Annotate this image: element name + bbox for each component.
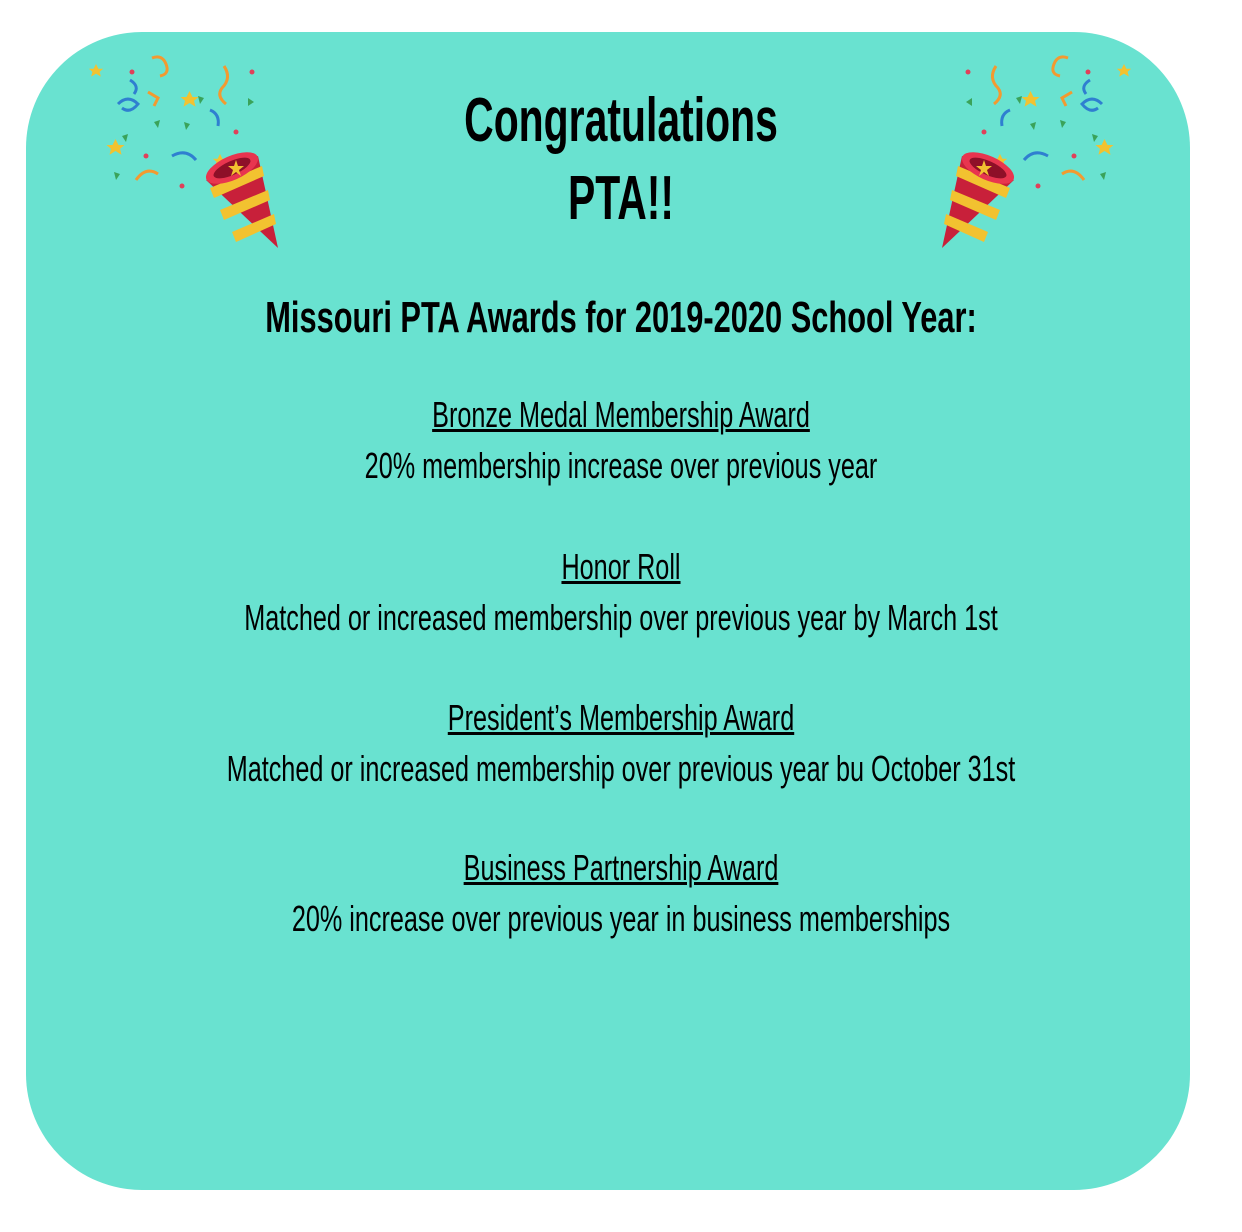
- award-name-presidents-membership: President’s Membership Award: [447, 697, 795, 738]
- heading-line-1: Congratulations: [464, 86, 778, 155]
- heading-line-2: PTA!!: [567, 164, 675, 233]
- award-description-bronze-medal: 20% membership increase over previous year: [364, 445, 878, 486]
- award-name-honor-roll: Honor Roll: [561, 546, 681, 587]
- award-description-presidents-membership: Matched or increased membership over previous year bu October 31st: [226, 748, 1016, 789]
- awards-subtitle: Missouri PTA Awards for 2019-2020 School Year:: [265, 293, 977, 342]
- award-description-business-partnership: 20% increase over previous year in business memberships: [291, 898, 951, 939]
- award-name-business-partnership: Business Partnership Award: [463, 847, 779, 888]
- award-description-honor-roll: Matched or increased membership over previous year by March 1st: [244, 597, 998, 638]
- award-name-bronze-medal: Bronze Medal Membership Award: [432, 394, 810, 435]
